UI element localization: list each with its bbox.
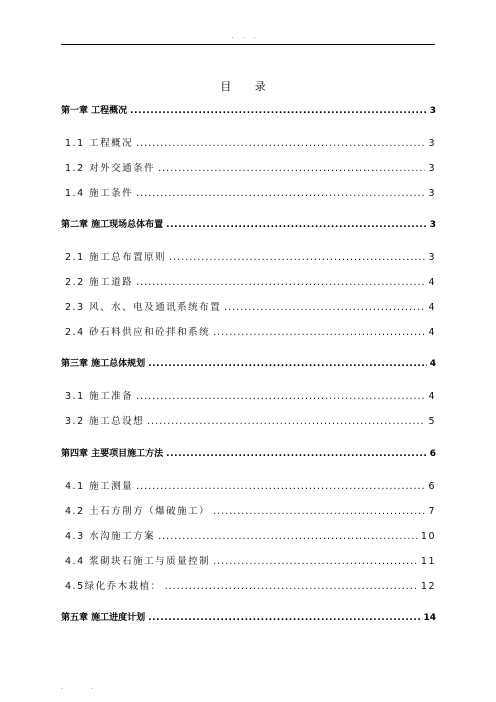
toc-entry-chapter-2[interactable] — [61, 217, 436, 230]
toc-entry-page: 11 — [420, 556, 436, 567]
toc-entry-chapter-4[interactable] — [61, 446, 436, 459]
toc-entry-page: 5 — [428, 416, 436, 427]
toc-entry-section-3-1[interactable] — [65, 388, 436, 402]
toc-entry-label: 1.2 对外交通条件 — [65, 163, 156, 174]
toc-entry-section-4-1[interactable] — [65, 478, 436, 492]
toc-entry-section-4-3[interactable] — [65, 528, 436, 542]
toc-leader-dots — [213, 327, 425, 338]
toc-entry-page: 4 — [428, 391, 436, 402]
toc-entry-page: 6 — [429, 449, 436, 459]
toc-leader-dots — [147, 416, 425, 427]
toc-entry-label: 3.2 施工总设想 — [65, 416, 145, 427]
toc-leader-dots — [158, 163, 425, 174]
toc-entry-label: 2.1 施工总布置原则 — [65, 252, 167, 263]
toc-leader-dots — [224, 302, 425, 313]
toc-title: 目 录 — [220, 80, 276, 93]
toc-leader-dots — [166, 449, 427, 459]
toc-entry-label: 2.2 施工道路 — [65, 277, 134, 288]
toc-entry-page: 4 — [429, 359, 436, 369]
toc-leader-dots — [136, 277, 425, 288]
toc-entry-section-2-4[interactable] — [65, 324, 436, 338]
toc-entry-label: 第一章 工程概况 — [61, 106, 128, 116]
footer-marks: .. — [61, 684, 121, 691]
toc-entry-label: 4.1 施工测量 — [65, 481, 134, 492]
toc-entry-page: 4 — [428, 302, 436, 313]
toc-entry-page: 12 — [420, 581, 436, 592]
toc-leader-dots — [148, 613, 420, 623]
toc-entry-label: 第五章 施工进度计划 — [61, 613, 146, 623]
toc-leader-dots — [148, 359, 427, 369]
toc-leader-dots — [136, 138, 425, 149]
toc-entry-label: 第四章 主要项目施工方法 — [61, 449, 164, 459]
toc-entry-section-4-2[interactable] — [65, 503, 436, 517]
toc-leader-dots — [213, 506, 425, 517]
toc-leader-dots — [130, 106, 427, 116]
toc-entry-page: 7 — [428, 506, 436, 517]
toc-entry-label: 4.2 土石方削方（爆破施工） — [65, 506, 211, 517]
toc-entry-label: 第三章 施工总体规划 — [61, 359, 146, 369]
toc-leader-dots — [136, 188, 425, 199]
toc-entry-page: 3 — [428, 163, 436, 174]
toc-leader-dots — [136, 391, 425, 402]
toc-leader-dots — [165, 581, 418, 592]
toc-entry-label: 第二章 施工现场总体布置 — [61, 220, 164, 230]
toc-leader-dots — [158, 531, 418, 542]
toc-entry-page: 3 — [428, 188, 436, 199]
toc-entry-chapter-3[interactable] — [61, 356, 436, 369]
toc-leader-dots — [166, 220, 427, 230]
toc-entry-section-1-2[interactable] — [65, 160, 436, 174]
toc-entry-label: 3.1 施工准备 — [65, 391, 134, 402]
toc-entry-section-1-1[interactable] — [65, 135, 436, 149]
toc-entry-page: 14 — [423, 613, 436, 623]
toc-entry-section-2-3[interactable] — [65, 299, 436, 313]
toc-entry-section-4-4[interactable] — [65, 553, 436, 567]
header-marks: ... — [231, 33, 265, 40]
toc-entry-label: 1.4 施工条件 — [65, 188, 134, 199]
toc-entry-page: 4 — [428, 277, 436, 288]
toc-leader-dots — [136, 481, 425, 492]
toc-entry-section-1-4[interactable] — [65, 185, 436, 199]
toc-entry-label: 4.4 浆砌块石施工与质量控制 — [65, 556, 211, 567]
toc-entry-section-2-2[interactable] — [65, 274, 436, 288]
toc-entry-page: 3 — [429, 220, 436, 230]
toc-leader-dots — [213, 556, 418, 567]
toc-entry-page: 3 — [428, 252, 436, 263]
header-rule — [61, 44, 435, 45]
toc-entry-page: 3 — [429, 106, 436, 116]
toc-entry-label: 2.3 风、水、电及通讯系统布置 — [65, 302, 222, 313]
toc-entry-page: 3 — [428, 138, 436, 149]
toc-entry-label: 1.1 工程概况 — [65, 138, 134, 149]
toc-entry-chapter-5[interactable] — [61, 610, 436, 623]
toc-entry-section-4-5[interactable] — [65, 578, 436, 592]
toc-entry-page: 10 — [420, 531, 436, 542]
toc-entry-label: 2.4 砂石料供应和砼拌和系统 — [65, 327, 211, 338]
toc-entry-label: 4.5绿化乔木栽植： — [65, 581, 162, 592]
toc-entry-chapter-1[interactable] — [61, 103, 436, 116]
toc-leader-dots — [169, 252, 425, 263]
toc-entry-section-3-2[interactable] — [65, 413, 436, 427]
toc-entry-label: 4.3 水沟施工方案 — [65, 531, 156, 542]
toc-entry-section-2-1[interactable] — [65, 249, 436, 263]
toc-entry-page: 4 — [428, 327, 436, 338]
toc-entry-page: 6 — [428, 481, 436, 492]
